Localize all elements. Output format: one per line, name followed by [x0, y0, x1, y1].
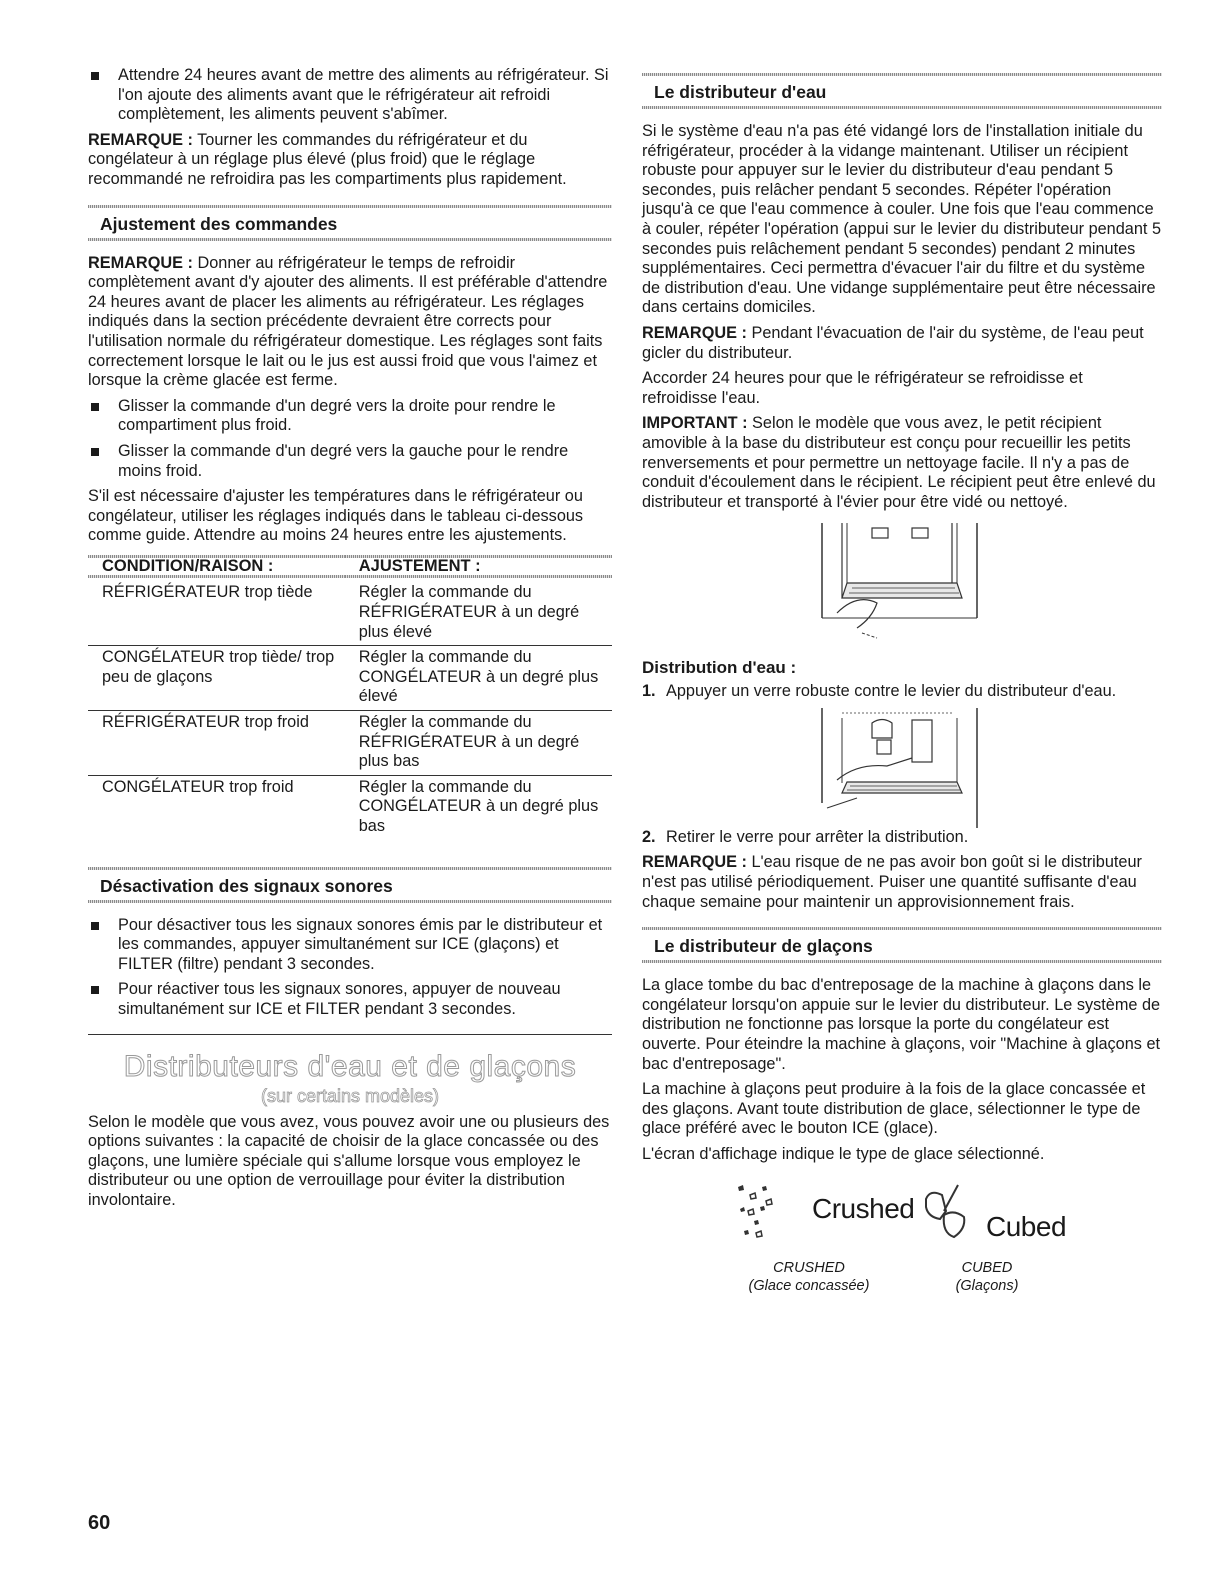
crushed-label: Crushed — [812, 1192, 915, 1224]
sound-bullet-disable: Pour désactiver tous les signaux sonores émis par le distributeur et les commandes, appuyer simultanément sur ICE (glaçons) et FILTER (filtre) pendant 3 secondes. — [88, 916, 612, 975]
sound-bullet-enable: Pour réactiver tous les signaux sonores, appuyer de nouveau simultanément sur ICE et FILTER pendant 3 secondes. — [88, 980, 612, 1019]
cubed-label: Cubed — [986, 1210, 1067, 1242]
crushed-ice-icon — [734, 1181, 794, 1251]
section-ice-title: Le distributeur de glaçons — [654, 936, 873, 957]
ice-paragraph-2: La machine à glaçons peut produire à la fois de la glace concassée et des glaçons. Avant toute distribution de glace, sélectionner le type de glace préféré avec le bouton ICE (glace). — [642, 1080, 1146, 1138]
remarque-4: REMARQUE : L'eau risque de ne pas avoir bon goût si le distributeur n'est pas utilisé périodiquement. Puiser une quantité suffisante d'eau chaque semaine pour maintenir un approvisionnement frais. — [642, 853, 1142, 911]
cubed-caption: CUBED (Glaçons) — [955, 1259, 1019, 1294]
water-paragraph-2: Accorder 24 heures pour que le réfrigérateur se refroidisse et refroidisse l'eau. — [642, 369, 1083, 407]
section-sound-header — [88, 862, 612, 908]
adjust-bullet-warmer: Glisser la commande d'un degré vers la gauche pour le rendre moins froid. — [88, 442, 612, 481]
remarque-1: REMARQUE : Tourner les commandes du réfrigérateur et du congélateur à un réglage plus élevé (plus froid) que le réglage recommandé ne refroidira pas les compartiments plus rapidement. — [88, 130, 567, 188]
section-water-title: Le distributeur d'eau — [654, 82, 827, 102]
cubed-ice-icon — [918, 1181, 978, 1251]
left-column — [88, 66, 612, 1217]
section-sound-title: Désactivation des signaux sonores — [100, 875, 393, 896]
table-row — [88, 580, 612, 646]
page-number: 60 — [88, 1512, 111, 1534]
right-column — [642, 66, 1162, 1301]
important-note: IMPORTANT : Selon le modèle que vous avez, le petit récipient amovible à la base du distributeur est conçu pour recueillir les petits renversements et pour permettre un nettoyage facile. Il n'y a pas de conduit d'écoulement dans le récipient. Le récipient peut être enlevé du distributeur et transporté à l'évier pour être vidé ou nettoyé. — [642, 414, 1156, 511]
table-cell-condition: CONGÉLATEUR trop froid — [102, 777, 294, 796]
section-adjust-title: Ajustement des commandes — [100, 213, 338, 234]
table-cell-adjustment: Régler la commande du RÉFRIGÉRATEUR à un degré plus bas — [345, 711, 612, 776]
table-cell-adjustment: Régler la commande du CONGÉLATEUR à un degré plus élevé — [345, 646, 612, 711]
step-1: 1. Appuyer un verre robuste contre le levier du distributeur d'eau. — [642, 682, 1117, 701]
section-water-header — [642, 68, 1162, 114]
crushed-caption: CRUSHED (Glace concassée) — [748, 1259, 870, 1294]
table-header-condition: CONDITION/RAISON : — [88, 553, 345, 580]
remarque-2: REMARQUE : Donner au réfrigérateur le temps de refroidir complètement avant d'y ajouter des aliments. Il est préférable d'attendre 24 heures avant de placer les aliments au réfrigérateur. Les réglages indiqués dans la section précédente devraient être corrects pour l'utilisation normale du réfrigérateur domestique. Les réglages sont faits correctement lorsque le lait ou le jus est aussi froid que vous l'aimez et lorsque la crème glacée est ferme. — [88, 253, 608, 390]
bullet-wait-24h: Attendre 24 heures avant de mettre des aliments au réfrigérateur. Si l'on ajoute des aliments avant que le réfrigérateur ait refroidi complètement, les aliments peuvent s'abîmer. — [88, 66, 612, 125]
dispensers-subtitle: (sur certains modèles) — [260, 1085, 440, 1106]
table-cell-condition: RÉFRIGÉRATEUR trop tiède — [88, 580, 345, 646]
table-cell-condition: CONGÉLATEUR trop tiède/ trop peu de glaçons — [88, 646, 345, 711]
distribution-heading: Distribution d'eau : — [642, 658, 797, 678]
section-adjust-header — [88, 200, 612, 246]
drip-tray-illustration — [817, 518, 987, 648]
table-cell-condition: RÉFRIGÉRATEUR trop froid — [88, 711, 345, 776]
table-cell-adjustment: Régler la commande du RÉFRIGÉRATEUR à un degré plus élevé — [345, 580, 612, 646]
adjust-bullet-colder: Glisser la commande d'un degré vers la droite pour rendre le compartiment plus froid. — [88, 397, 612, 436]
ice-type-display — [642, 1181, 1162, 1301]
table-cell-adjustment: Régler la commande du CONGÉLATEUR à un degré plus bas — [358, 777, 599, 835]
table-header-adjustment: AJUSTEMENT : — [345, 553, 612, 580]
glass-dispensing-illustration — [817, 708, 987, 828]
section-ice-header — [642, 922, 1162, 968]
water-paragraph-1: Si le système d'eau n'a pas été vidangé lors de l'installation initiale du réfrigérateur, procéder à la vidange maintenant. Utiliser un récipient robuste pour appuyer sur le levier du distributeur d'eau pendant 5 secondes, puis relâcher pendant 5 secondes. Répéter l'opération jusqu'à ce que l'eau commence à couler. Une fois que l'eau commence à couler, répéter l'opération (appui sur le levier du distributeur pendant 5 secondes puis relâchement pendant 5 secondes) pendant 2 minutes supplémentaires. Ceci permettra d'évacuer l'air du filtre et du système de distribution d'eau. Une vidange supplémentaire peut être nécessaire dans certains domiciles. — [642, 122, 1161, 317]
options-paragraph: Selon le modèle que vous avez, vous pouvez avoir une ou plusieurs des options suivantes : la capacité de choisir de la glace concassée ou des glaçons, une lumière spéciale qui s'allume lorsque vous employez le distributeur ou une option de verrouillage pour éviter la distribution involontaire. — [88, 1112, 610, 1209]
table-row — [88, 711, 612, 776]
adjust-paragraph: S'il est nécessaire d'ajuster les températures dans le réfrigérateur ou congélateur, utiliser les réglages indiqués dans le tableau ci-dessous comme guide. Attendre au moins 24 heures entre les ajustements. — [88, 487, 584, 545]
remarque-3: REMARQUE : Pendant l'évacuation de l'air du système, de l'eau peut gicler du distributeur. — [642, 323, 1144, 362]
table-row — [88, 775, 612, 839]
divider — [88, 1034, 612, 1035]
ice-paragraph-1: La glace tombe du bac d'entreposage de la machine à glaçons dans le congélateur lorsqu'on appuie sur le levier du distributeur. Le système de distribution ne fonctionne pas lorsque la porte du congélateur est ouverte. Pour éteindre la machine à glaçons, voir "Machine à glaçons et bac d'entreposage". — [642, 976, 1161, 1073]
ice-paragraph-3: L'écran d'affichage indique le type de glace sélectionné. — [642, 1145, 1045, 1163]
dispensers-title: Distributeurs d'eau et de glaçons — [123, 1049, 577, 1083]
step-2: 2. Retirer le verre pour arrêter la distribution. — [642, 827, 969, 846]
table-row — [88, 646, 612, 711]
adjustment-table — [88, 552, 612, 840]
